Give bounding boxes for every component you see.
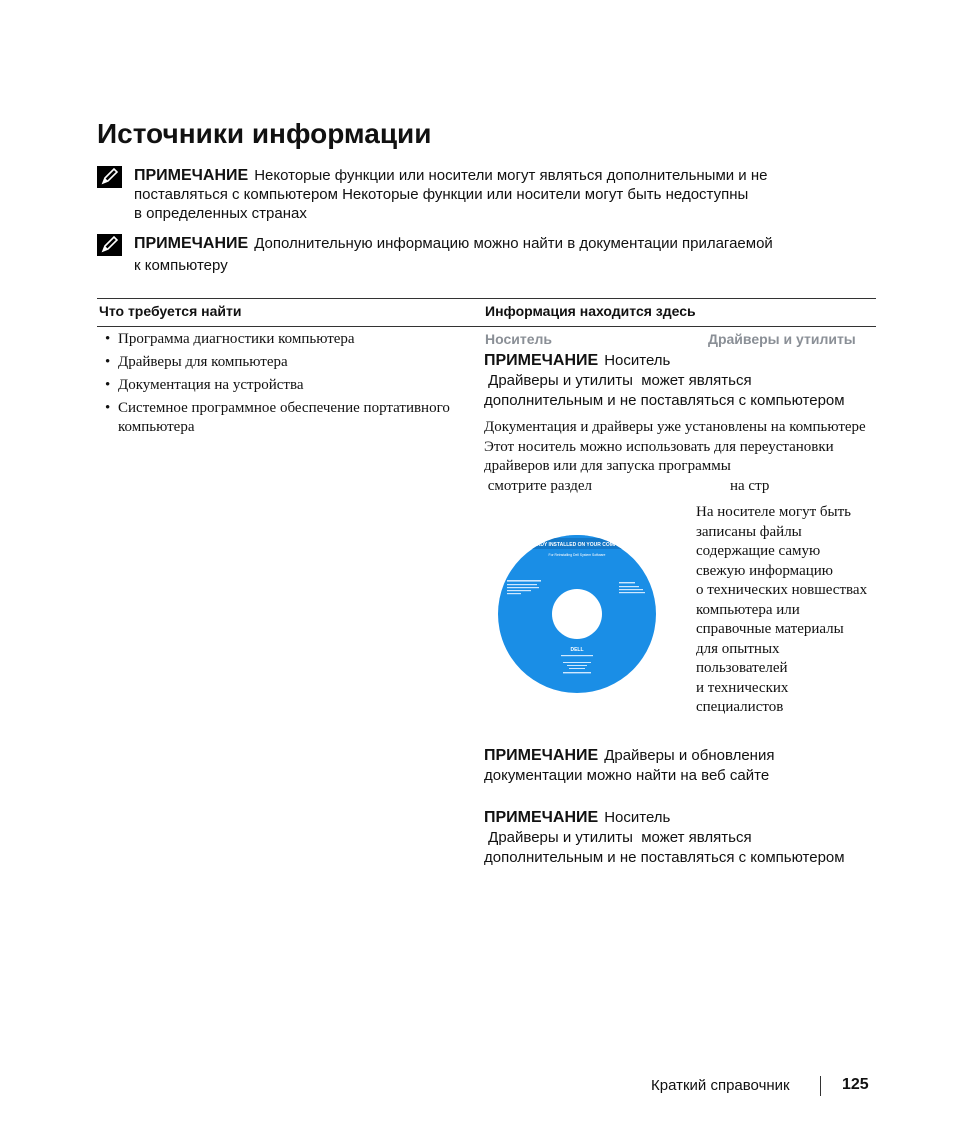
note-text: к компьютеру	[134, 257, 228, 274]
side-line: пользователей	[696, 660, 788, 676]
list-item: • Драйверы для компьютера	[105, 353, 465, 372]
side-line: компьютера или	[696, 601, 800, 618]
bullet-list	[105, 330, 465, 441]
note-text: Драйверы и утилиты может являться	[484, 372, 752, 389]
description-line: на стр	[730, 477, 770, 494]
svg-text:ALREADY INSTALLED ON YOUR COMP: ALREADY INSTALLED ON YOUR COMPUTER	[523, 542, 631, 548]
note-text: Некоторые функции или носители могут являться дополнительными и не	[254, 167, 768, 184]
note-text: Дополнительную информацию можно найти в документации прилагаемой	[254, 235, 773, 252]
side-line: справочные материалы	[696, 621, 844, 637]
note-text: Драйверы и обновления	[604, 747, 775, 764]
note-label: ПРИМЕЧАНИЕ	[484, 809, 599, 826]
note-label: ПРИМЕЧАНИЕ	[484, 747, 599, 764]
footer-separator	[820, 1076, 821, 1096]
side-line: о технических новшествах	[696, 582, 868, 598]
note-documentation	[97, 234, 837, 275]
list-item: • Системное программное обеспечение портативного компьютера	[105, 399, 465, 437]
note-media-optional-repeat	[484, 808, 876, 868]
media-side-notes	[696, 503, 876, 718]
side-line: и технических	[696, 679, 789, 696]
media-description	[484, 418, 876, 497]
list-item: • Программа диагностики компьютера	[105, 330, 465, 349]
side-line: свежую информацию	[696, 562, 833, 579]
note-text: поставляться с компьютером Некоторые функции или носители могут быть недоступны	[134, 186, 749, 203]
note-text: Носитель	[604, 352, 671, 369]
note-drivers-updates	[484, 746, 876, 786]
media-label: Носитель	[485, 331, 553, 347]
drivers-utilities-cd-image	[497, 512, 657, 694]
note-text: дополнительным и не поставляться с компьютером	[484, 392, 845, 409]
note-text: документации можно найти на веб сайте	[484, 767, 770, 784]
dell-logo: DELL	[570, 647, 584, 653]
side-line: специалистов	[696, 699, 784, 715]
note-optional-features	[97, 166, 837, 223]
note-text: дополнительным и не поставляться с компьютером	[484, 849, 845, 866]
note-text: Драйверы и утилиты может являться	[484, 829, 752, 846]
page-number: 125	[842, 1076, 869, 1093]
table-top-rule	[97, 298, 876, 299]
note-media-optional	[484, 351, 876, 411]
description-line: Документация и драйверы уже установлены на компьютере	[484, 419, 866, 435]
note-label: ПРИМЕЧАНИЕ	[134, 167, 249, 184]
page-title: Источники информации	[97, 118, 432, 149]
list-item: • Документация на устройства	[105, 376, 465, 395]
description-line: Этот носитель можно использовать для переустановки	[484, 438, 834, 455]
note-pencil-icon	[97, 234, 122, 256]
svg-text:DRIVERS AND UTILITIES: DRIVERS AND UTILITIES	[543, 530, 611, 536]
side-line: записаны файлы	[696, 523, 802, 540]
svg-text:For Reinstalling Dell System S: For Reinstalling Dell System Software	[548, 553, 606, 557]
note-label: ПРИМЕЧАНИЕ	[484, 352, 599, 369]
media-name: Драйверы и утилиты	[708, 331, 856, 347]
note-text: в определенных странах	[134, 205, 307, 222]
note-label: ПРИМЕЧАНИЕ	[134, 235, 249, 252]
description-line: драйверов или для запуска программы	[484, 458, 731, 474]
note-text: Носитель	[604, 809, 671, 826]
side-line: содержащие самую	[696, 543, 821, 559]
column-header-what: Что требуется найти	[99, 303, 242, 319]
description-line: смотрите раздел	[484, 477, 593, 494]
table-header-rule	[97, 326, 876, 327]
column-header-where: Информация находится здесь	[485, 303, 696, 319]
note-pencil-icon	[97, 166, 122, 188]
footer-guide-title: Краткий справочник	[651, 1077, 790, 1094]
side-line: для опытных	[696, 640, 780, 657]
side-line: На носителе могут быть	[696, 504, 851, 520]
